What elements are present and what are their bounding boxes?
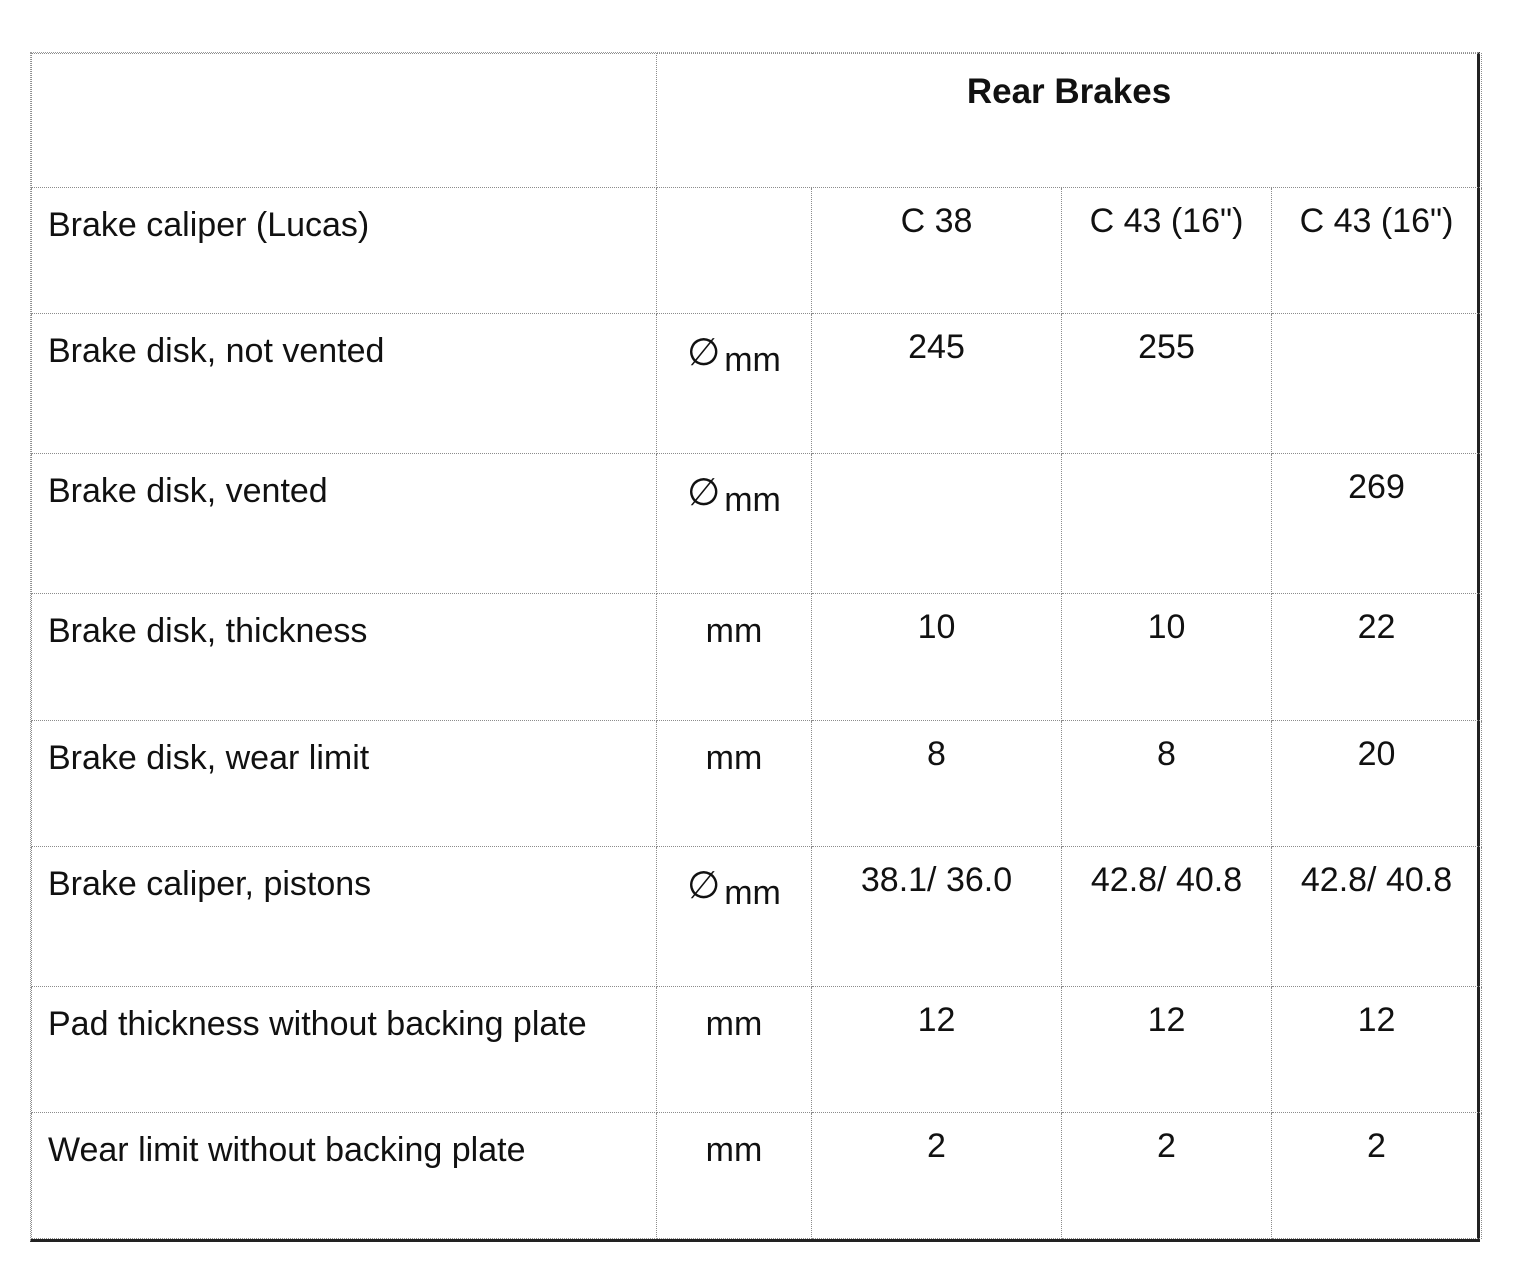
row-unit [657,1112,812,1238]
table-title-row [32,54,1482,188]
unit-text: mm [724,481,781,520]
value-cell: 245 [812,314,1062,454]
value-cell: 10 [1062,594,1272,720]
value-cell: 12 [812,986,1062,1112]
unit-text: mm [705,738,763,777]
value-cell: C 43 (16") [1062,188,1272,314]
diameter-symbol: ∅ [687,864,721,907]
value-cell [1062,454,1272,594]
value-cell: 8 [812,720,1062,846]
value-cell: 42.8/ 40.8 [1062,846,1272,986]
value-cell: 2 [812,1112,1062,1238]
value-cell [812,454,1062,594]
table-title: Rear Brakes [657,54,1482,188]
value-cell: 12 [1062,986,1272,1112]
row-unit [657,454,812,594]
table-row-pad-wear-limit [32,1112,1482,1238]
value-cell: 42.8/ 40.8 [1272,846,1482,986]
value-cell: C 38 [812,188,1062,314]
value-cell: 20 [1272,720,1482,846]
table-row-disk-vented [32,454,1482,594]
value-cell: 22 [1272,594,1482,720]
value-cell: 255 [1062,314,1272,454]
unit-text: mm [724,341,781,380]
rear-brakes-spec-sheet [30,52,1480,1242]
rear-brakes-table [31,53,1482,1239]
row-unit [657,986,812,1112]
table-row-pad-thickness [32,986,1482,1112]
table-row-caliper-pistons [32,846,1482,986]
value-cell: 269 [1272,454,1482,594]
table-row-caliper [32,188,1482,314]
diameter-symbol: ∅ [687,472,721,515]
row-unit [657,314,812,454]
table-row-disk-wear-limit [32,720,1482,846]
unit-text: mm [724,873,781,912]
value-cell: 12 [1272,986,1482,1112]
row-unit [657,846,812,986]
value-cell: 10 [812,594,1062,720]
value-cell: 2 [1062,1112,1272,1238]
row-label: Brake disk, vented [32,454,657,594]
row-label: Wear limit without backing plate [32,1112,657,1238]
row-label: Brake disk, not vented [32,314,657,454]
row-label: Brake caliper (Lucas) [32,188,657,314]
row-unit [657,594,812,720]
table-row-disk-not-vented [32,314,1482,454]
value-cell: 2 [1272,1112,1482,1238]
row-unit [657,188,812,314]
diameter-symbol: ∅ [687,332,721,375]
row-label: Brake disk, wear limit [32,720,657,846]
value-cell: C 43 (16") [1272,188,1482,314]
value-cell: 8 [1062,720,1272,846]
row-label: Brake caliper, pistons [32,846,657,986]
row-label: Pad thickness without backing plate [32,986,657,1112]
table-row-disk-thickness [32,594,1482,720]
row-label: Brake disk, thickness [32,594,657,720]
unit-text: mm [705,612,763,651]
row-unit [657,720,812,846]
value-cell: 38.1/ 36.0 [812,846,1062,986]
unit-text: mm [705,1004,763,1043]
title-row-blank [32,54,657,188]
unit-text: mm [705,1130,763,1169]
value-cell [1272,314,1482,454]
